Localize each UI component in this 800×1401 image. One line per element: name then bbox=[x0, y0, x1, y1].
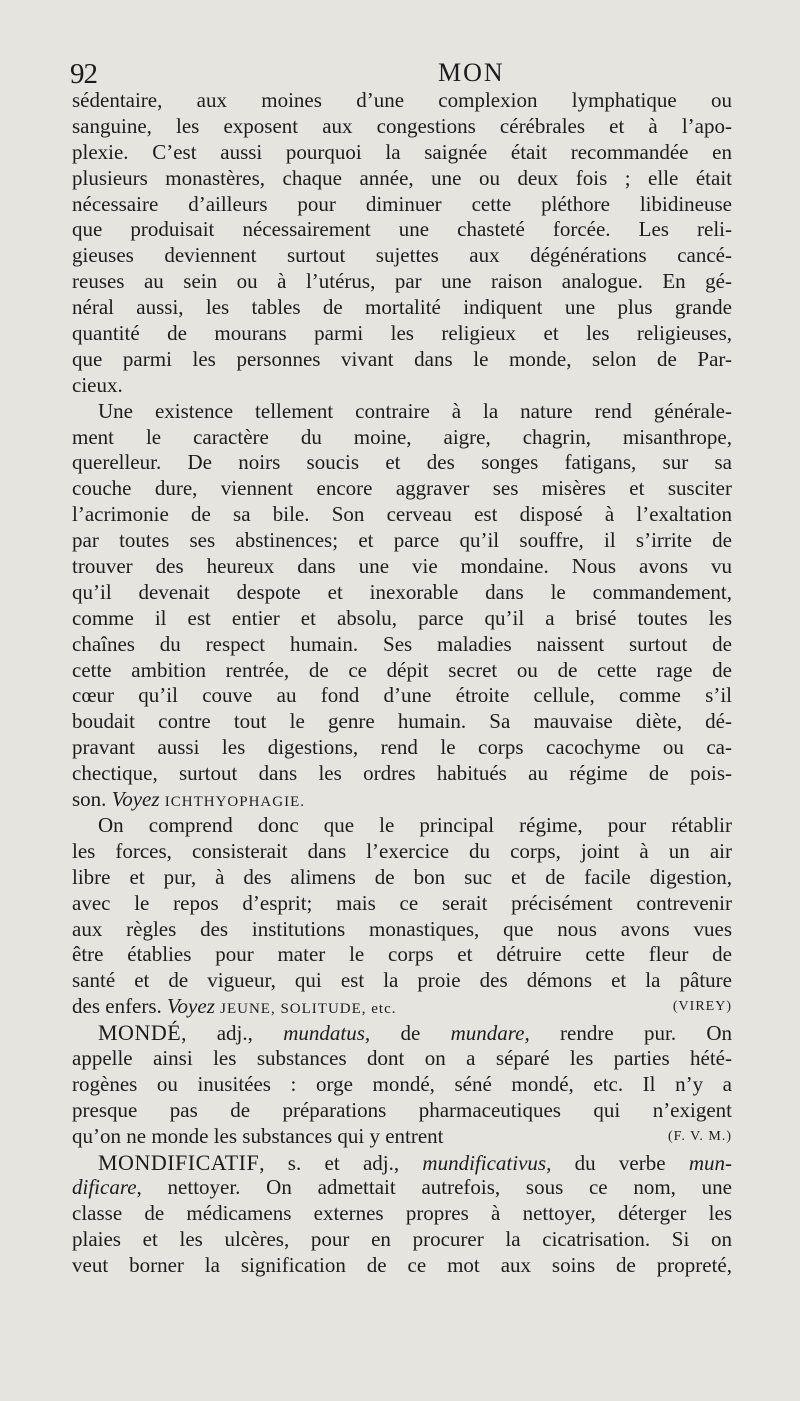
line-text: rendre pur. On bbox=[560, 1021, 732, 1046]
text-line: plexie. C’est aussi pourquoi la saignée était recommandée en bbox=[72, 139, 732, 164]
text-line: cœur qu’il couve au fond d’une étroite cellule, comme s’il bbox=[72, 683, 732, 708]
latin-term: mundare, bbox=[450, 1021, 530, 1046]
text-line: chaînes du respect humain. Ses maladies naissent surtout de bbox=[72, 631, 732, 656]
text-line: que produisait nécessairement une chasteté forcée. Les reli- bbox=[72, 217, 732, 242]
text-line bbox=[72, 1175, 732, 1201]
text-line: l’acrimonie de sa bile. Son cerveau est disposé à l’exaltation bbox=[72, 502, 732, 527]
author-signature: (F. V. M.) bbox=[668, 1128, 732, 1144]
line-group bbox=[72, 994, 397, 1020]
text-line bbox=[72, 1124, 732, 1150]
text-line: quantité de mourans parmi les religieux et les religieuses, bbox=[72, 321, 732, 346]
text-line: trouver des heureux dans une vie mondaine. Nous avons vu bbox=[72, 554, 732, 579]
line-text: qu’on ne monde les substances qui y entrent bbox=[72, 1123, 444, 1148]
text-line: veut borner la signification de ce mot aux soins de propreté, bbox=[72, 1253, 732, 1278]
text-line: plaies et les ulcères, pour en procurer la cicatrisation. Si on bbox=[72, 1227, 732, 1252]
entry-first-line bbox=[72, 1150, 732, 1176]
latin-term: dificare bbox=[72, 1175, 137, 1200]
entry-first-line bbox=[72, 1020, 732, 1046]
text-line: ment le caractère du moine, aigre, chagrin, misanthrope, bbox=[72, 424, 732, 449]
text-line: sanguine, les exposent aux congestions cérébrales et à l’apo- bbox=[72, 113, 732, 138]
text-line: santé et de vigueur, qui est la proie des démons et la pâture bbox=[72, 968, 732, 993]
text-line: presque pas de préparations pharmaceutiques qui n’exigent bbox=[72, 1097, 732, 1122]
text-line: plusieurs monastères, chaque année, une ou deux fois ; elle était bbox=[72, 165, 732, 190]
text-line: On comprend donc que le principal régime, pour rétablir bbox=[98, 812, 732, 837]
paragraph bbox=[72, 813, 732, 1020]
text-line: querelleur. De noirs soucis et des songes fatigans, sur sa bbox=[72, 450, 732, 475]
latin-term: mundatus, bbox=[283, 1021, 371, 1046]
line-text: du verbe bbox=[574, 1150, 666, 1175]
text-line: cette ambition rentrée, de ce dépit secret ou de cette rage de bbox=[72, 657, 732, 682]
text-line bbox=[72, 994, 732, 1020]
voyez-label: Voyez bbox=[167, 994, 215, 1019]
text-line: appelle ainsi les substances dont on a séparé les parties hété- bbox=[72, 1045, 732, 1070]
page-header bbox=[68, 58, 770, 90]
text-line: pravant aussi les digestions, rend le corps cacochyme ou ca- bbox=[72, 735, 732, 760]
text-line: gieuses deviennent surtout sujettes aux dégénérations cancé- bbox=[72, 243, 732, 268]
text-line: que parmi les personnes vivant dans le monde, selon de Par- bbox=[72, 346, 732, 371]
line-text: son. bbox=[72, 787, 107, 812]
text-line: classe de médicamens externes propres à nettoyer, déterger les bbox=[72, 1201, 732, 1226]
text-line: être établies pour mater le corps et détruire cette fleur de bbox=[72, 942, 732, 967]
paragraph bbox=[72, 88, 732, 399]
text-line: qu’il devenait despote et inexorable dans le commandement, bbox=[72, 579, 732, 604]
text-line: libre et pur, à des alimens de bon suc et de facile digestion, bbox=[72, 864, 732, 889]
text-line bbox=[72, 787, 732, 813]
text-line: cieux. bbox=[72, 372, 123, 397]
entry-headword: MONDÉ bbox=[98, 1020, 182, 1046]
text-line: aux règles des institutions monastiques, que nous avons vues bbox=[72, 916, 732, 941]
author-signature: (VIREY) bbox=[672, 999, 732, 1015]
text-line: Une existence tellement contraire à la nature rend générale- bbox=[98, 398, 732, 423]
text-line: reuses au sein ou à l’utérus, par une raison analogue. En gé- bbox=[72, 269, 732, 294]
latin-term: mundificativus, bbox=[422, 1150, 552, 1175]
dictionary-entry bbox=[72, 1150, 732, 1279]
text-line: comme il est entier et absolu, parce qu’il a brisé toutes les bbox=[72, 605, 732, 630]
page-number: 92 bbox=[70, 58, 97, 90]
page-body bbox=[72, 88, 732, 1279]
dictionary-entry bbox=[72, 1020, 732, 1149]
cross-reference: JEUNE, SOLITUDE, etc. bbox=[220, 1001, 397, 1018]
running-head: MON bbox=[438, 58, 505, 87]
text-line: chectique, surtout dans les ordres habitués au régime de pois- bbox=[72, 761, 732, 786]
text-line: néral aussi, les tables de mortalité indiquent une plus grande bbox=[72, 295, 732, 320]
paragraph bbox=[72, 399, 732, 813]
text-line: par toutes ses abstinences; et parce qu’il souffre, il s’irrite de bbox=[72, 528, 732, 553]
text-line: avec le repos d’esprit; mais ce serait précisément contrevenir bbox=[72, 890, 732, 915]
latin-term: mun- bbox=[688, 1150, 732, 1175]
text-line: couche dure, viennent encore aggraver ses misères et susciter bbox=[72, 476, 732, 501]
text-line: rogènes ou inusitées : orge mondé, séné mondé, etc. Il n’y a bbox=[72, 1071, 732, 1096]
line-text: de bbox=[400, 1021, 421, 1046]
cross-reference: ICHTHYOPHAGIE. bbox=[164, 794, 306, 811]
voyez-label: Voyez bbox=[111, 787, 160, 812]
part-of-speech: , s. et adj., bbox=[259, 1150, 400, 1175]
text-line: boudait contre tout le genre humain. Sa mauvaise diète, dé- bbox=[72, 709, 732, 734]
text-line: les forces, consisterait dans l’exercice du corps, joint à un air bbox=[72, 838, 732, 863]
text-line: nécessaire d’ailleurs pour diminuer cette pléthore libidineuse bbox=[72, 191, 732, 216]
part-of-speech: , adj., bbox=[181, 1021, 253, 1046]
text-line: sédentaire, aux moines d’une complexion lymphatique ou bbox=[72, 88, 732, 112]
line-text: des enfers. bbox=[72, 994, 162, 1019]
entry-headword: MONDIFICATIF bbox=[98, 1149, 260, 1175]
line-text: , nettoyer. On admettait autrefois, sous ce nom, une bbox=[136, 1175, 732, 1200]
